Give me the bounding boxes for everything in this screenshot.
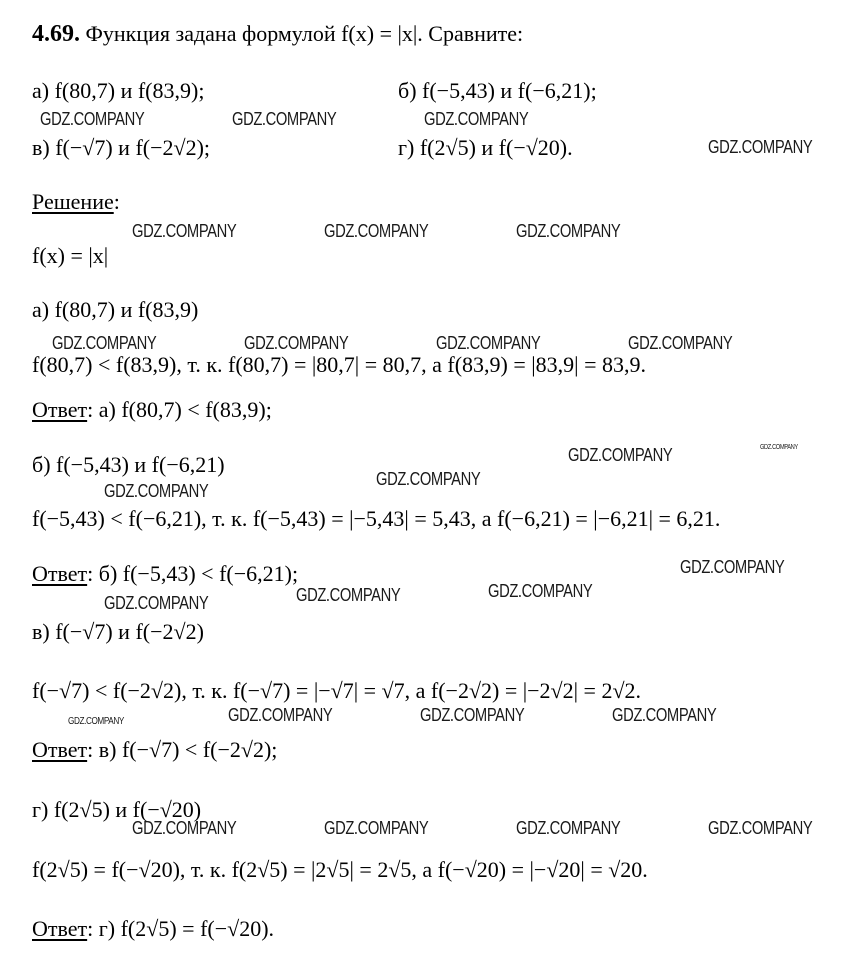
part-b-answer	[32, 563, 298, 585]
watermark: GDZ.COMPANY	[232, 109, 337, 129]
part-a-task: а) f(80,7) и f(83,9)	[32, 297, 199, 322]
watermark: GDZ.COMPANY	[516, 221, 621, 241]
watermark: GDZ.COMPANY	[760, 444, 798, 451]
answer-text: : б) f(−5,43) < f(−6,21);	[87, 561, 299, 586]
watermark: GDZ.COMPANY	[708, 137, 813, 157]
watermark: GDZ.COMPANY	[424, 109, 529, 129]
watermark: GDZ.COMPANY	[488, 581, 593, 601]
watermark: GDZ.COMPANY	[680, 557, 785, 577]
part-v-work: f(−√7) < f(−2√2), т. к. f(−√7) = |−√7| = √7, а f(−2√2) = |−2√2| = 2√2.	[32, 678, 642, 703]
watermark: GDZ.COMPANY	[612, 705, 717, 725]
part-g-work: f(2√5) = f(−√20), т. к. f(2√5) = |2√5| = 2√5, а f(−√20) = |−√20| = √20.	[32, 857, 648, 882]
task-v: в) f(−√7) и f(−2√2);	[32, 135, 211, 160]
problem-heading	[32, 22, 523, 46]
part-g-task: г) f(2√5) и f(−√20)	[32, 797, 202, 822]
answer-text: : в) f(−√7) < f(−2√2);	[87, 737, 278, 762]
watermark: GDZ.COMPANY	[52, 333, 157, 353]
watermark: GDZ.COMPANY	[324, 221, 429, 241]
part-a-work: f(80,7) < f(83,9), т. к. f(80,7) = |80,7| = 80,7, а f(83,9) = |83,9| = 83,9.	[32, 352, 646, 377]
problem-statement: Функция задана формулой f(x) = |x|. Сравните:	[85, 21, 524, 46]
watermark: GDZ.COMPANY	[708, 818, 813, 838]
task-b: б) f(−5,43) и f(−6,21);	[398, 78, 597, 103]
watermark: GDZ.COMPANY	[104, 481, 209, 501]
solution-label: Решение	[32, 189, 114, 214]
answer-label: Ответ	[32, 737, 88, 762]
watermark: GDZ.COMPANY	[436, 333, 541, 353]
task-g: г) f(2√5) и f(−√20).	[398, 135, 573, 160]
watermark: GDZ.COMPANY	[68, 716, 124, 727]
watermark: GDZ.COMPANY	[40, 109, 145, 129]
watermark: GDZ.COMPANY	[376, 469, 481, 489]
answer-text: : а) f(80,7) < f(83,9);	[87, 397, 272, 422]
watermark: GDZ.COMPANY	[628, 333, 733, 353]
watermark: GDZ.COMPANY	[228, 705, 333, 725]
part-a-answer	[32, 399, 272, 421]
watermark: GDZ.COMPANY	[420, 705, 525, 725]
answer-label: Ответ	[32, 916, 88, 941]
watermark: GDZ.COMPANY	[244, 333, 349, 353]
problem-number: 4.69.	[32, 21, 80, 47]
answer-text: : г) f(2√5) = f(−√20).	[87, 916, 275, 941]
answer-label: Ответ	[32, 561, 88, 586]
solution-header	[32, 191, 120, 213]
watermark: GDZ.COMPANY	[568, 445, 673, 465]
solution-colon: :	[113, 189, 120, 214]
task-a: а) f(80,7) и f(83,9);	[32, 78, 205, 103]
watermark: GDZ.COMPANY	[296, 585, 401, 605]
solution-formula: f(x) = |x|	[32, 243, 109, 268]
part-v-task: в) f(−√7) и f(−2√2)	[32, 619, 204, 644]
part-v-answer	[32, 739, 277, 761]
part-g-answer	[32, 918, 274, 940]
watermark: GDZ.COMPANY	[516, 818, 621, 838]
watermark: GDZ.COMPANY	[324, 818, 429, 838]
watermark: GDZ.COMPANY	[132, 818, 237, 838]
watermark: GDZ.COMPANY	[104, 593, 209, 613]
part-b-work: f(−5,43) < f(−6,21), т. к. f(−5,43) = |−5,43| = 5,43, а f(−6,21) = |−6,21| = 6,21.	[32, 506, 721, 531]
answer-label: Ответ	[32, 397, 88, 422]
part-b-task: б) f(−5,43) и f(−6,21)	[32, 452, 225, 477]
watermark: GDZ.COMPANY	[132, 221, 237, 241]
